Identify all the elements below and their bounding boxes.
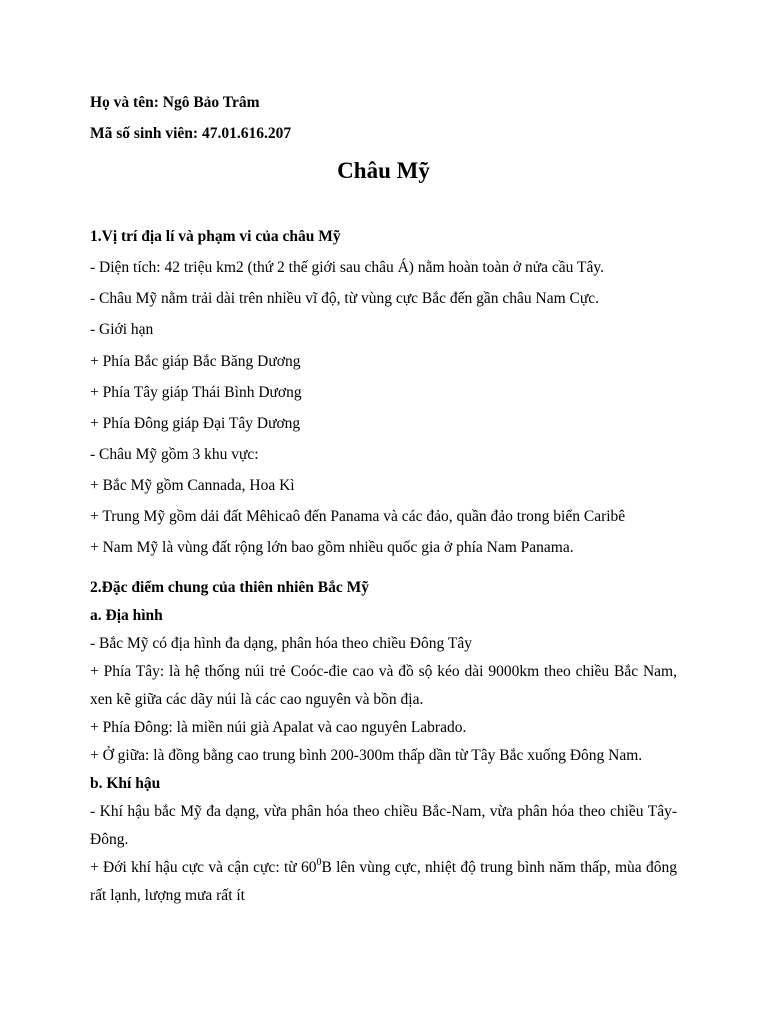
degree-superscript: 0 <box>316 856 322 868</box>
section-1-line: + Phía Tây giáp Thái Bình Dương <box>90 384 302 401</box>
section-1-line: + Phía Đông giáp Đại Tây Dương <box>90 415 301 432</box>
section-1-line: + Trung Mỹ gồm dải đất Mêhicaô đến Panama và các đảo, quần đảo trong biển Caribê <box>90 508 626 525</box>
climate-paragraph: - Khí hậu bắc Mỹ đa dạng, vừa phân hóa theo chiều Bắc-Nam, vừa phân hóa theo chiều Tây-Đông. <box>90 803 677 848</box>
terrain-line: - Bắc Mỹ có địa hình đa dạng, phân hóa theo chiều Đông Tây <box>90 635 472 652</box>
section-1-line: - Châu Mỹ nằm trải dài trên nhiều vĩ độ, từ vùng cực Bắc đến gần châu Nam Cực. <box>90 290 600 307</box>
subsection-b-heading: b. Khí hậu <box>90 775 161 792</box>
page-title: Châu Mỹ <box>337 158 430 183</box>
section-1-line: - Giới hạn <box>90 321 154 338</box>
terrain-middle-line: + Ở giữa: là đồng bằng cao trung bình 200-300m thấp dần từ Tây Bắc xuống Đông Nam. <box>90 747 643 764</box>
student-id: Mã số sinh viên: 47.01.616.207 <box>90 125 292 142</box>
section-1-line: + Nam Mỹ là vùng đất rộng lớn bao gồm nhiều quốc gia ở phía Nam Panama. <box>90 539 574 556</box>
terrain-east-line: + Phía Đông: là miền núi già Apalat và cao nguyên Labrado. <box>90 719 467 736</box>
section-2-heading: 2.Đặc điểm chung của thiên nhiên Bắc Mỹ <box>90 579 370 596</box>
section-1-line: - Diện tích: 42 triệu km2 (thứ 2 thế giới sau châu Á) nằm hoàn toàn ở nửa cầu Tây. <box>90 259 604 276</box>
climate-polar-text-start: + Đới khí hậu cực và cận cực: từ 60 <box>90 859 317 876</box>
climate-polar-text-end: B lên vùng cực, nhiệt độ trung bình năm thấp, mùa đông rất lạnh, lượng mưa rất ít <box>90 859 677 904</box>
section-1-line: + Bắc Mỹ gồm Cannada, Hoa Kì <box>90 477 295 494</box>
section-1-heading: 1.Vị trí địa lí và phạm vi của châu Mỹ <box>90 228 341 245</box>
section-1-line: + Phía Bắc giáp Bắc Băng Dương <box>90 353 301 370</box>
terrain-west-paragraph: + Phía Tây: là hệ thống núi trẻ Coóc-đie cao và đồ sộ kéo dài 9000km theo chiều Bắc Nam, xen kẽ giữa các dãy núi là các cao nguyên và bồn địa. <box>90 663 677 708</box>
climate-polar-paragraph <box>90 854 677 910</box>
student-name: Họ và tên: Ngô Bảo Trâm <box>90 94 260 111</box>
subsection-a-heading: a. Địa hình <box>90 607 163 624</box>
section-1-line: - Châu Mỹ gồm 3 khu vực: <box>90 446 259 463</box>
